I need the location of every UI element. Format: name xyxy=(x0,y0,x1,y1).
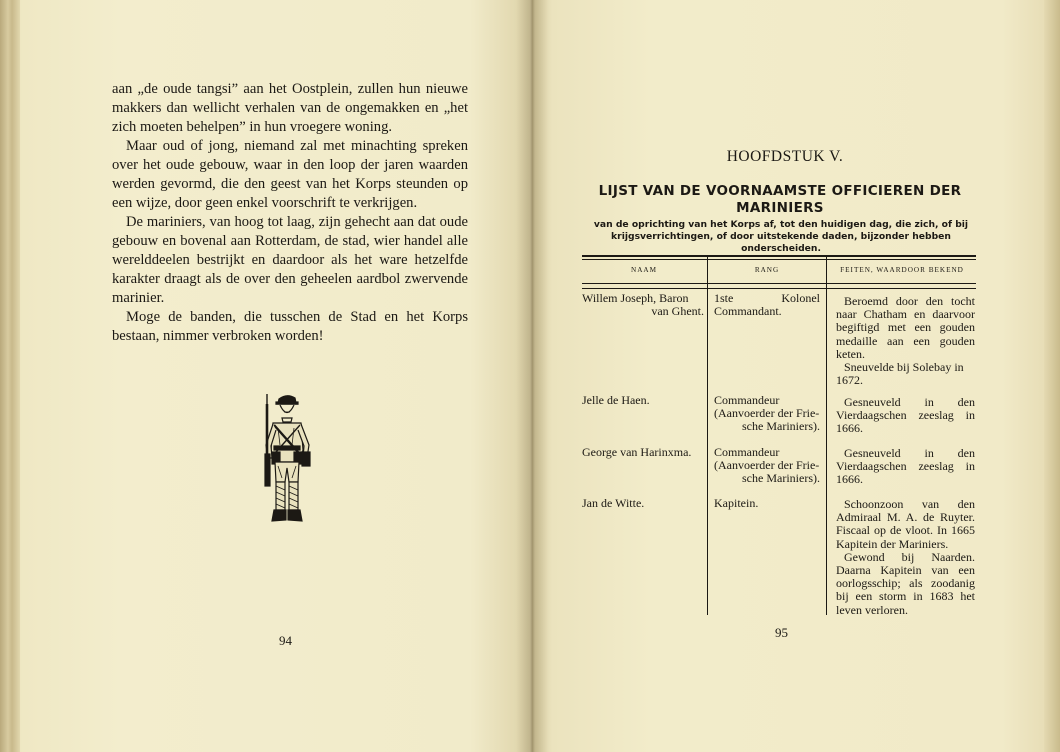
table-cell-facts xyxy=(836,447,975,487)
paragraph: De mariniers, van hoog tot laag, zijn gehecht aan dat oude gebouw en bovenal aan Rotterdam, de stad, wier handel alle werelddeelen bestrijkt en daardoor als het ware hetzelfde karakter draagt als de over den geheelen aardbol zwervende marinier. xyxy=(112,214,468,306)
table-cell-name: George van Harinxma. xyxy=(582,445,692,459)
table-cell-rank xyxy=(714,446,820,486)
table-rule xyxy=(582,288,976,289)
table-rule xyxy=(582,259,976,260)
page-edge xyxy=(0,0,20,752)
table-cell-facts xyxy=(836,295,975,387)
list-title: LIJST VAN DE VOORNAAMSTE OFFICIEREN DER MARINIERS xyxy=(598,183,962,216)
name-line: Willem Joseph, Baron xyxy=(582,291,689,305)
facts-line: Sneuvelde bij Solebay in xyxy=(844,360,964,375)
table-rule xyxy=(582,283,976,284)
page-number: 95 xyxy=(775,625,788,640)
book-gutter xyxy=(516,0,548,752)
column-header-naam: NAAM xyxy=(631,266,657,274)
facts-line: Schoonzoon van den Admiraal M. A. de Ruyter. Fiscaal op de vloot. In 1665 Kapitein der Mariniers. xyxy=(836,497,975,551)
rank-line: Commandeur (Aanvoerder der Frie- xyxy=(714,393,820,421)
rank-line: sche Mariniers). xyxy=(742,471,820,486)
rank-line: sche Mariniers). xyxy=(742,419,820,434)
facts-line: 1672. xyxy=(836,373,863,388)
facts-line: Gewond bij Naarden. Daarna Kapitein van een oorlogsschip; als zoodanig bij een storm in 1683 het leven verloren. xyxy=(836,549,975,617)
facts-line: Gesneuveld in den Vierdaagschen zeeslag in 1666. xyxy=(836,446,975,487)
table-cell-name: Jan de Witte. xyxy=(582,496,645,510)
table-cell-rank: Kapitein. xyxy=(714,496,759,510)
facts-line: Gesneuveld in den Vierdaagschen zeeslag in 1666. xyxy=(836,395,975,436)
right-page xyxy=(532,0,1060,752)
table-cell-facts xyxy=(836,396,975,436)
facts-line: Beroemd door den tocht naar Chatham en daarvoor begiftigd met een gouden medaille aan een gouden keten. xyxy=(836,294,975,361)
table-cell-facts xyxy=(836,498,975,617)
paragraph: aan „de oude tangsi” aan het Oostplein, zullen hun nieuwe makkers dan wellicht verhalen van de ongemakken en „het zich moeten behelpen” in hun vroegere woning. xyxy=(112,81,468,135)
table-cell-rank xyxy=(714,394,820,434)
name-line: van Ghent. xyxy=(651,304,704,319)
body-text xyxy=(112,80,468,346)
column-divider xyxy=(707,257,708,615)
paragraph: Maar oud of jong, niemand zal met minachting spreken over het oude gebouw, waar in den loop der jaren waarden werden gevormd, die den geest van het Korps steunden op een wijze, door geen enkel voorschrift te verkrijgen. xyxy=(112,138,468,211)
table-rule xyxy=(582,255,976,257)
page-number: 94 xyxy=(279,633,292,648)
column-divider xyxy=(826,257,827,615)
marine-soldier-illustration xyxy=(258,390,316,532)
paragraph: Moge de banden, die tusschen de Stad en het Korps bestaan, nimmer verbroken worden! xyxy=(112,309,468,344)
table-cell-name: Jelle de Haen. xyxy=(582,393,650,407)
column-header-rang: RANG xyxy=(754,266,780,274)
table-cell-rank: 1ste Kolonel Commandant. xyxy=(714,291,820,319)
page-edge xyxy=(1044,0,1060,752)
chapter-heading: HOOFDSTUK V. xyxy=(726,148,844,165)
table-cell-name xyxy=(582,292,704,318)
rank-line: Commandeur (Aanvoerder der Frie- xyxy=(714,445,820,473)
column-header-feiten: FEITEN, WAARDOOR BEKEND xyxy=(840,266,964,274)
list-subtitle: van de oprichting van het Korps af, tot den huidigen dag, die zich, of bij krijgsverrichtingen, of door uitstekende daden, bijzonder hebben onderscheiden. xyxy=(593,219,969,254)
